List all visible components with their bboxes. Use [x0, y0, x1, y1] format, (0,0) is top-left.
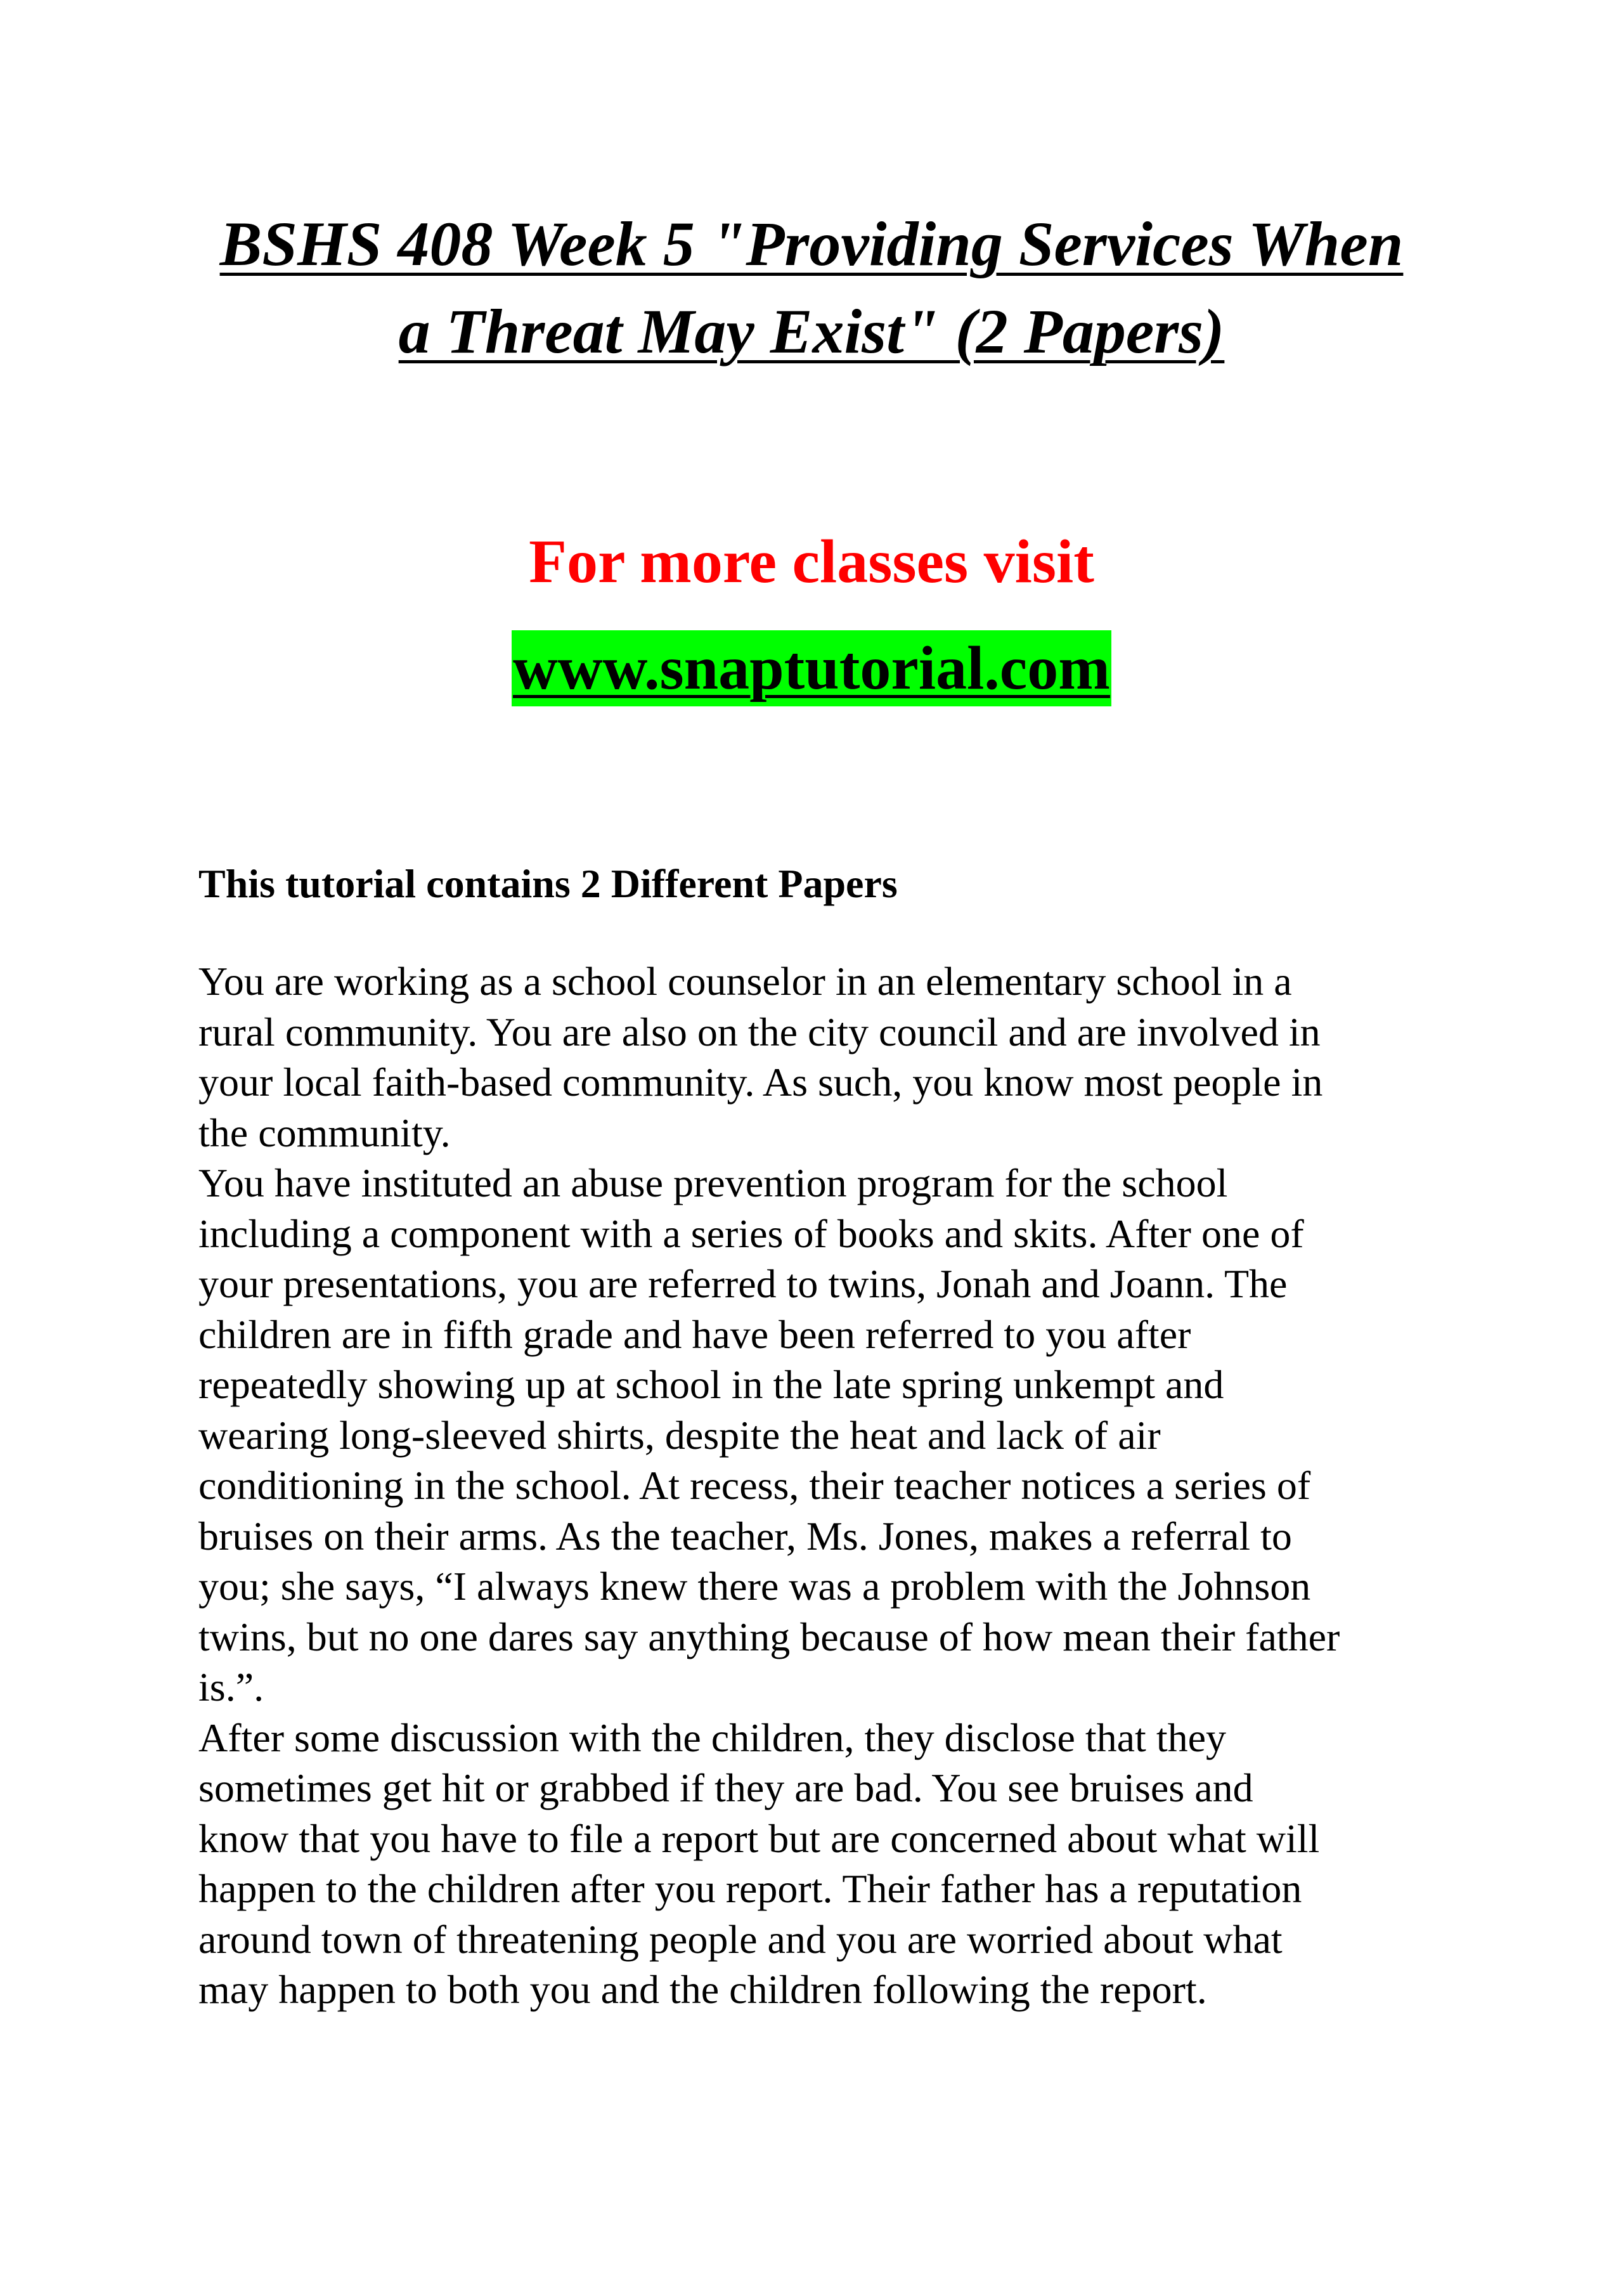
text-line: children are in fifth grade and have been referred to you after: [198, 1311, 1191, 1357]
text-line: your local faith-based community. As such, you know most people in: [198, 1060, 1323, 1105]
text-line: around town of threatening people and you are worried about what: [198, 1916, 1283, 1962]
text-line: your presentations, you are referred to twins, Jonah and Joann. The: [198, 1261, 1288, 1306]
title-line-2: a Threat May Exist" (2 Papers): [398, 296, 1225, 366]
website-link[interactable]: www.snaptutorial.com: [512, 630, 1111, 706]
promo-text: For more classes visit: [529, 528, 1094, 596]
text-line: You have instituted an abuse prevention program for the school: [198, 1160, 1228, 1205]
text-line: bruises on their arms. As the teacher, Ms. Jones, makes a referral to: [198, 1513, 1292, 1559]
paragraph-2: [198, 1158, 1454, 1713]
text-line: know that you have to file a report but are concerned about what will: [198, 1815, 1320, 1861]
text-line: is.”.: [198, 1664, 264, 1709]
tutorial-subheading: This tutorial contains 2 Different Papers: [198, 861, 898, 906]
text-line: repeatedly showing up at school in the late spring unkempt and: [198, 1362, 1224, 1407]
title-line-1: BSHS 408 Week 5 "Providing Services When: [219, 209, 1404, 279]
website-link-container: [0, 630, 1623, 706]
text-line: the community.: [198, 1110, 451, 1155]
text-line: may happen to both you and the children following the report.: [198, 1967, 1207, 2012]
text-line: rural community. You are also on the city council and are involved in: [198, 1009, 1321, 1054]
text-line: twins, but no one dares say anything because of how mean their father: [198, 1614, 1340, 1659]
text-line: conditioning in the school. At recess, their teacher notices a series of: [198, 1463, 1311, 1508]
text-line: After some discussion with the children, they disclose that they: [198, 1715, 1226, 1760]
text-line: You are working as a school counselor in an elementary school in a: [198, 959, 1292, 1004]
text-line: wearing long-sleeved shirts, despite the heat and lack of air: [198, 1412, 1161, 1458]
paragraph-1: [198, 956, 1454, 1158]
paragraph-3: [198, 1713, 1454, 2015]
document-title: [190, 200, 1433, 375]
text-line: you; she says, “I always knew there was a problem with the Johnson: [198, 1564, 1311, 1609]
text-line: sometimes get hit or grabbed if they are bad. You see bruises and: [198, 1765, 1253, 1810]
text-line: including a component with a series of books and skits. After one of: [198, 1210, 1304, 1256]
body-text: [198, 956, 1454, 2015]
text-line: happen to the children after you report. Their father has a reputation: [198, 1866, 1302, 1911]
